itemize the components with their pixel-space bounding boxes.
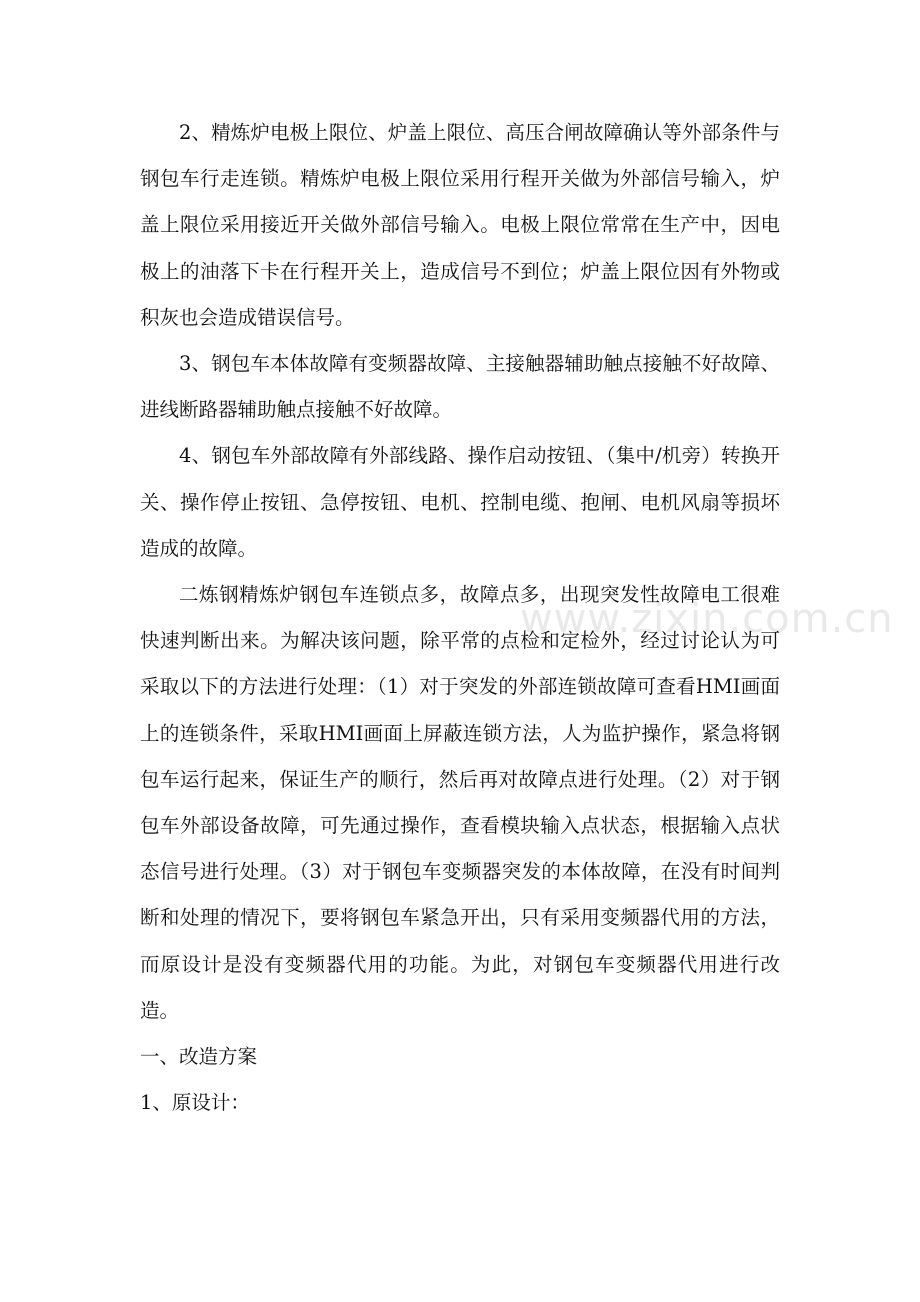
- paragraph-interlock-conditions: 2、精炼炉电极上限位、炉盖上限位、高压合闸故障确认等外部条件与钢包车行走连锁。精炼炉电极上限位采用行程开关做为外部信号输入，炉盖上限位采用接近开关做外部信号输入。电极上限位常常在生产中，因电极上的油落下卡在行程开关上，造成信号不到位；炉盖上限位因有外物或积灰也会造成错误信号。: [140, 121, 780, 329]
- document-body: [140, 110, 780, 1126]
- section-heading: 一、改造方案: [140, 1045, 258, 1069]
- subsection-heading: 1、原设计：: [140, 1091, 250, 1115]
- paragraph-external-faults: 4、钢包车外部故障有外部线路、操作启动按钮、（集中/机旁）转换开关、操作停止按钮、急停按钮、电机、控制电缆、抱闸、电机风扇等损坏造成的故障。: [140, 444, 780, 560]
- paragraph-solution: 二炼钢精炼炉钢包车连锁点多，故障点多，出现突发性故障电工很难快速判断出来。为解决该问题，除平常的点检和定检外，经过讨论认为可采取以下的方法进行处理：（1）对于突发的外部连锁故障可查看HMI画面上的连锁条件，采取HMI画面上屏蔽连锁方法，人为监护操作，紧急将钢包车运行起来，保证生产的顺行，然后再对故障点进行处理。（2）对于钢包车外部设备故障，可先通过操作，查看模块输入点状态，根据输入点状态信号进行处理。（3）对于钢包车变频器突发的本体故障，在没有时间判断和处理的情况下，要将钢包车紧急开出，只有采用变频器代用的方法，而原设计是没有变频器代用的功能。为此，对钢包车变频器代用进行改造。: [140, 583, 780, 1022]
- watermark-text: www.zixin.com.cn: [520, 596, 894, 642]
- paragraph-body-faults: 3、钢包车本体故障有变频器故障、主接触器辅助触点接触不好故障、进线断路器辅助触点接触不好故障。: [140, 352, 780, 422]
